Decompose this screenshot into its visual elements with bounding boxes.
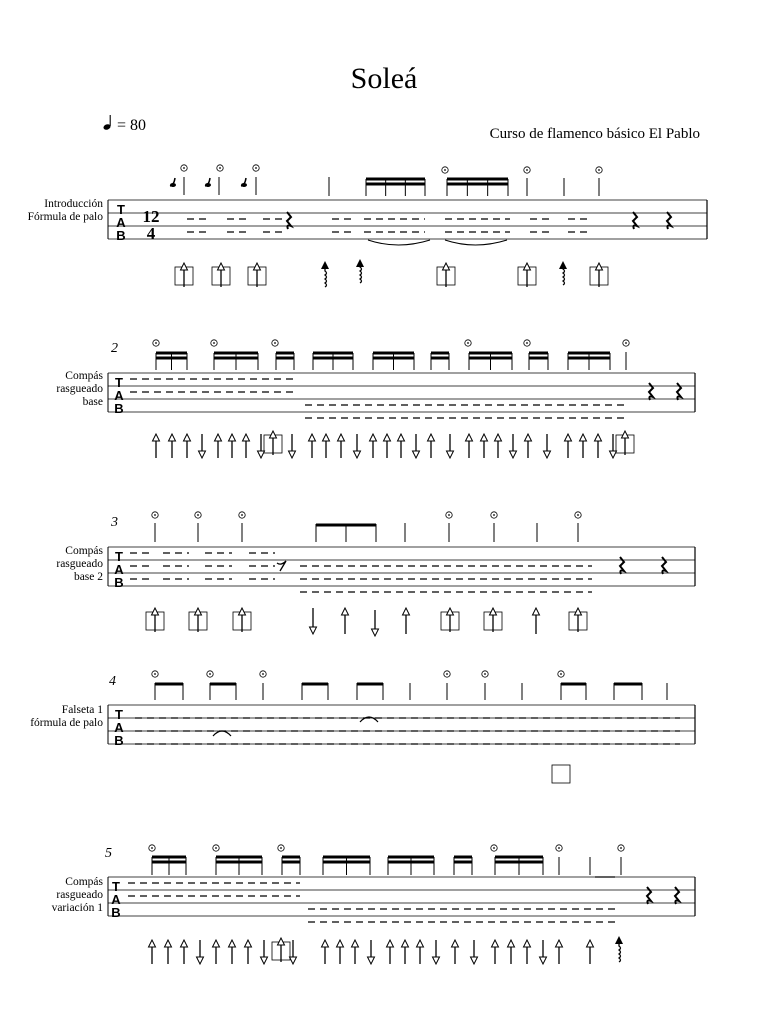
quarter-rest-icon: [667, 212, 671, 229]
arrow-up-head: [215, 434, 222, 441]
arrow-up-head: [615, 936, 623, 944]
tab-clef-a: A: [111, 892, 121, 907]
arrow-up-head: [278, 938, 285, 945]
note-beam: [282, 856, 300, 859]
note-beam: [156, 352, 187, 355]
accent-dot: [577, 514, 579, 516]
note-beam: [431, 357, 449, 360]
arrow-up-head: [370, 434, 377, 441]
note-beam: [313, 357, 353, 360]
note-beam: [313, 352, 353, 355]
arrow-down-head: [197, 957, 204, 964]
accent-dot: [620, 847, 622, 849]
note-beam: [568, 357, 610, 360]
system-5-number: 5: [105, 846, 112, 861]
arrow-up-head: [559, 261, 567, 269]
arrow-up-head: [165, 940, 172, 947]
arrow-down-head: [199, 451, 206, 458]
composer: Curso de flamenco básico El Pablo: [489, 126, 700, 142]
note-beam: [373, 357, 414, 360]
arrow-up-head: [533, 608, 540, 615]
arrow-up-head: [169, 434, 176, 441]
label-line: variación 1: [51, 902, 103, 914]
accent-dot: [219, 167, 221, 169]
slur-icon: [213, 731, 231, 736]
note-beam: [214, 357, 258, 360]
note-beam: [469, 357, 512, 360]
accent-dot: [526, 342, 528, 344]
arrow-up-head: [229, 940, 236, 947]
arrow-down-head: [447, 451, 454, 458]
tab-clef-b: B: [111, 905, 121, 920]
label-line: Fórmula de palo: [27, 211, 103, 223]
arrow-up-head: [195, 608, 202, 615]
arrow-down-head: [433, 957, 440, 964]
tab-clef-b: B: [114, 401, 124, 416]
note-beam: [276, 357, 294, 360]
arrow-up-head: [245, 940, 252, 947]
accent-dot: [154, 514, 156, 516]
accent-dot: [560, 673, 562, 675]
arrow-up-head: [181, 940, 188, 947]
accent-dot: [467, 342, 469, 344]
arrow-up-head: [323, 434, 330, 441]
tab-clef-a: A: [114, 562, 124, 577]
tab-clef-a: A: [114, 720, 124, 735]
arrow-up-head: [466, 434, 473, 441]
label-line: Compás: [65, 370, 103, 382]
accent-dot: [155, 342, 157, 344]
note-beam: [388, 861, 434, 864]
arrow-up-head: [622, 431, 629, 438]
arrow-up-head: [398, 434, 405, 441]
wavy-arrow-icon: [360, 266, 362, 283]
tab-clef-t: T: [115, 375, 123, 390]
system-3-number: 3: [111, 515, 118, 530]
arrow-up-head: [321, 261, 329, 269]
label-line: Compás: [65, 545, 103, 557]
arrow-up-head: [152, 608, 159, 615]
quarter-rest-icon: [675, 887, 679, 904]
label-line: rasgueado: [56, 383, 103, 395]
arrow-up-head: [352, 940, 359, 947]
note-beam: [152, 861, 186, 864]
accent-dot: [446, 673, 448, 675]
note-beam: [447, 183, 508, 186]
arrow-down-head: [289, 451, 296, 458]
quarter-rest-icon: [662, 557, 666, 574]
system-4-number: 4: [109, 674, 116, 689]
arrow-down-head: [610, 451, 617, 458]
arrow-up-head: [556, 940, 563, 947]
arrow-down-head: [372, 629, 379, 636]
arrow-down-head: [510, 451, 517, 458]
arrow-down-head: [540, 957, 547, 964]
arrow-down-head: [354, 451, 361, 458]
arrow-up-head: [587, 940, 594, 947]
tempo-value: = 80: [117, 117, 147, 134]
arrow-up-head: [490, 608, 497, 615]
note-beam: [529, 357, 548, 360]
accent-dot: [151, 847, 153, 849]
tab-clef-t: T: [115, 707, 123, 722]
accent-dot: [558, 847, 560, 849]
note-beam: [276, 352, 294, 355]
tie-icon: [368, 240, 430, 245]
arrow-up-head: [322, 940, 329, 947]
note-beam: [366, 183, 425, 186]
arrow-up-head: [481, 434, 488, 441]
arrow-down-head: [413, 451, 420, 458]
label-line: Compás: [65, 876, 103, 888]
arrow-up-head: [417, 940, 424, 947]
note-head: [205, 183, 211, 187]
note-beam: [447, 178, 508, 181]
arrow-up-head: [243, 434, 250, 441]
arrow-up-head: [184, 434, 191, 441]
arrow-down-head: [368, 957, 375, 964]
label-line: rasgueado: [56, 558, 103, 570]
note-beam: [495, 861, 543, 864]
arrow-down-head: [261, 957, 268, 964]
accent-dot: [598, 169, 600, 171]
arrow-down-head: [544, 451, 551, 458]
arrow-up-head: [428, 434, 435, 441]
accent-dot: [183, 167, 185, 169]
label-line: base 2: [73, 571, 103, 583]
arrow-up-head: [575, 608, 582, 615]
arrow-up-head: [595, 434, 602, 441]
quarter-rest-icon: [287, 212, 291, 229]
arrow-up-head: [153, 434, 160, 441]
note-beam: [214, 352, 258, 355]
accent-dot: [274, 342, 276, 344]
arrow-down-head: [471, 957, 478, 964]
label-line: rasgueado: [56, 889, 103, 901]
tab-clef-t: T: [115, 549, 123, 564]
quarter-rest-icon: [633, 212, 637, 229]
accent-dot: [241, 514, 243, 516]
arrow-up-head: [342, 608, 349, 615]
note-beam: [302, 683, 328, 686]
note-beam: [323, 856, 370, 859]
accent-dot: [154, 673, 156, 675]
eighth-rest-icon: [277, 561, 286, 571]
label-line: base: [82, 396, 103, 408]
arrow-up-head: [387, 940, 394, 947]
note-beam: [469, 352, 512, 355]
accent-dot: [197, 514, 199, 516]
arrow-up-head: [218, 263, 225, 270]
arrow-down-head: [310, 627, 317, 634]
tab-clef-b: B: [114, 733, 124, 748]
note-beam: [155, 683, 183, 686]
score-title: Soleá: [350, 62, 418, 95]
note-beam: [561, 683, 586, 686]
accent-dot: [209, 673, 211, 675]
accent-dot: [215, 847, 217, 849]
tab-clef-a: A: [116, 215, 126, 230]
wavy-arrow-icon: [619, 943, 621, 962]
quarter-rest-icon: [677, 383, 681, 400]
arrow-up-head: [356, 259, 364, 267]
accent-dot: [484, 673, 486, 675]
tab-clef-t: T: [112, 879, 120, 894]
accent-dot: [448, 514, 450, 516]
arrow-up-head: [309, 434, 316, 441]
arrow-up-head: [384, 434, 391, 441]
note-beam: [568, 352, 610, 355]
tab-clef-b: B: [114, 575, 124, 590]
arrow-up-head: [495, 434, 502, 441]
tab-clef-a: A: [114, 388, 124, 403]
arrow-up-head: [447, 608, 454, 615]
accent-dot: [255, 167, 257, 169]
quarter-rest-icon: [647, 887, 651, 904]
empty-box-icon: [552, 765, 570, 783]
note-beam: [431, 352, 449, 355]
note-beam: [614, 683, 642, 686]
wavy-arrow-icon: [563, 268, 565, 285]
arrow-up-head: [580, 434, 587, 441]
note-beam: [529, 352, 548, 355]
arrow-up-head: [525, 434, 532, 441]
arrow-up-head: [270, 431, 277, 438]
arrow-up-head: [524, 263, 531, 270]
arrow-up-head: [254, 263, 261, 270]
note-beam: [316, 524, 376, 527]
quarter-rest-icon: [620, 557, 624, 574]
note-head: [170, 183, 176, 187]
accent-dot: [526, 169, 528, 171]
tab-clef-t: T: [117, 202, 125, 217]
arrow-up-head: [337, 940, 344, 947]
arrow-up-head: [596, 263, 603, 270]
note-beam: [156, 357, 187, 360]
note-beam: [495, 856, 543, 859]
time-sig-bottom: 4: [146, 224, 156, 243]
arrow-up-head: [492, 940, 499, 947]
note-beam: [152, 856, 186, 859]
note-beam: [357, 683, 383, 686]
note-beam: [216, 856, 262, 859]
note-beam: [282, 861, 300, 864]
arrow-up-head: [524, 940, 531, 947]
note-beam: [454, 861, 472, 864]
tie-icon: [445, 240, 507, 245]
note-beam: [210, 683, 236, 686]
arrow-up-head: [565, 434, 572, 441]
arrow-up-head: [149, 940, 156, 947]
label-line: Falseta 1: [61, 704, 103, 716]
arrow-up-head: [403, 608, 410, 615]
arrow-up-head: [229, 434, 236, 441]
arrow-down-head: [258, 451, 265, 458]
time-sig-top: 12: [142, 207, 160, 226]
arrow-up-head: [181, 263, 188, 270]
accent-dot: [280, 847, 282, 849]
arrow-up-head: [452, 940, 459, 947]
arrow-up-head: [443, 263, 450, 270]
arrow-up-head: [213, 940, 220, 947]
wavy-arrow-icon: [325, 268, 327, 287]
arrow-down-head: [290, 957, 297, 964]
note-beam: [216, 861, 262, 864]
note-beam: [454, 856, 472, 859]
label-line: Introducción: [44, 198, 103, 210]
accent-dot: [493, 847, 495, 849]
arrow-up-head: [402, 940, 409, 947]
arrow-up-head: [508, 940, 515, 947]
accent-dot: [262, 673, 264, 675]
tab-clef-b: B: [116, 228, 126, 243]
note-beam: [366, 178, 425, 181]
note-head: [241, 183, 247, 187]
accent-dot: [444, 169, 446, 171]
note-beam: [388, 856, 434, 859]
label-line: fórmula de palo: [30, 717, 103, 729]
arrow-up-head: [239, 608, 246, 615]
note-beam: [373, 352, 414, 355]
accent-dot: [625, 342, 627, 344]
accent-dot: [493, 514, 495, 516]
system-2-number: 2: [111, 341, 118, 356]
accent-dot: [213, 342, 215, 344]
arrow-up-head: [338, 434, 345, 441]
quarter-rest-icon: [649, 383, 653, 400]
note-beam: [323, 861, 370, 864]
